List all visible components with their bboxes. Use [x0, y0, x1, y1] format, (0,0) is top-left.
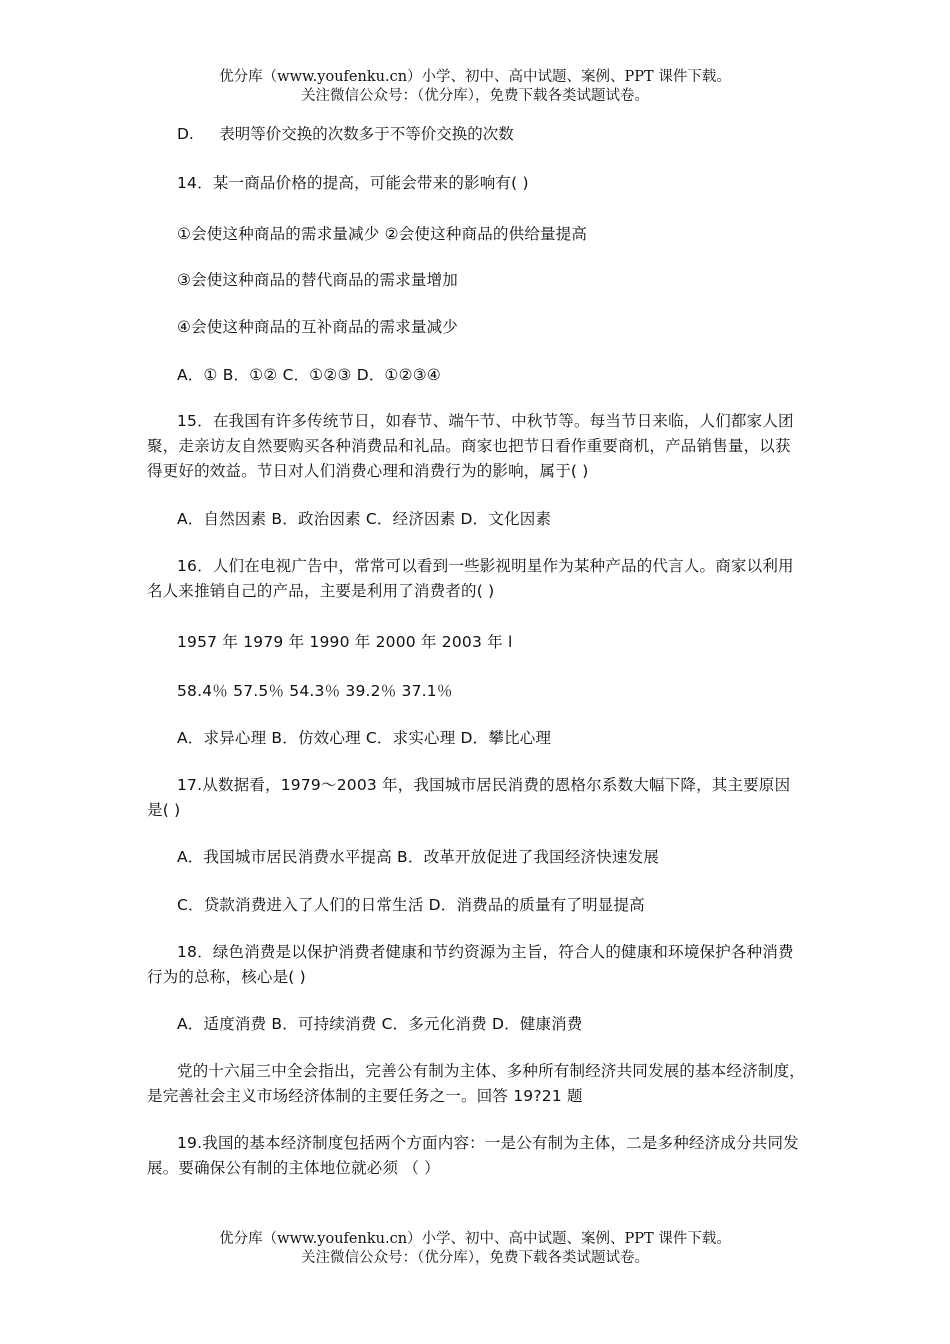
engel-table-years: 1957 年 1979 年 1990 年 2000 年 2003 年 l — [177, 633, 513, 651]
q18-options: A．适度消费 B．可持续消费 C．多元化消费 D．健康消费 — [177, 1015, 583, 1033]
q16-stem: 16．人们在电视广告中，常常可以看到一些影视明星作为某种产品的代言人。商家以利用名人来推销自己的产品，主要是利用了消费者的( ) — [147, 557, 794, 600]
q17-options-cd: C．贷款消费进入了人们的日常生活 D．消费品的质量有了明显提高 — [177, 896, 645, 914]
page-footer — [0, 1230, 950, 1268]
q19-stem: 19.我国的基本经济制度包括两个方面内容：一是公有制为主体，二是多种经济成分共同发展。要确保公有制的主体地位就必须 （ ） — [147, 1134, 799, 1177]
q14-item-2: ③会使这种商品的替代商品的需求量增加 — [177, 271, 458, 289]
q17-options-ab: A．我国城市居民消费水平提高 B．改革开放促进了我国经济快速发展 — [177, 848, 660, 866]
intro-19-21: 党的十六届三中全会指出，完善公有制为主体、多种所有制经济共同发展的基本经济制度，是完善社会主义市场经济体制的主要任务之一。回答 19?21 题 — [147, 1062, 806, 1105]
q14-options: A．① B．①② C．①②③ D．①②③④ — [177, 366, 441, 384]
page-header — [0, 68, 950, 106]
q17-stem: 17.从数据看，1979～2003 年，我国城市居民消费的恩格尔系数大幅下降，其主要原因是( ) — [147, 776, 791, 819]
q14-stem: 14．某一商品价格的提高，可能会带来的影响有( ) — [177, 174, 529, 192]
engel-table-values: 58.4％ 57.5％ 54.3％ 39.2％ 37.1％ — [177, 682, 453, 700]
q13-option-d: D. 表明等价交换的次数多于不等价交换的次数 — [177, 125, 514, 143]
footer-line-2: 关注微信公众号：（优分库），免费下载各类试题试卷。 — [301, 1250, 649, 1266]
footer-line-1: 优分库（www.youfenku.cn）小学、初中、高中试题、案例、PPT 课件下载。 — [219, 1231, 731, 1247]
header-line-2: 关注微信公众号：（优分库），免费下载各类试题试卷。 — [301, 88, 649, 104]
q15-stem: 15．在我国有许多传统节日，如春节、端午节、中秋节等。每当节日来临，人们都家人团聚，走亲访友自然要购买各种消费品和礼品。商家也把节日看作重要商机，产品销售量，以获得更好的效益。节日对人们消费心理和消费行为的影响，属于( ) — [147, 412, 794, 480]
q14-item-1: ①会使这种商品的需求量减少 ②会使这种商品的供给量提高 — [177, 225, 588, 243]
header-line-1: 优分库（www.youfenku.cn）小学、初中、高中试题、案例、PPT 课件下载。 — [219, 69, 731, 85]
q15-options: A．自然因素 B．政治因素 C．经济因素 D．文化因素 — [177, 510, 552, 528]
q18-stem: 18．绿色消费是以保护消费者健康和节约资源为主旨，符合人的健康和环境保护各种消费行为的总称，核心是( ) — [147, 943, 794, 986]
q14-item-3: ④会使这种商品的互补商品的需求量减少 — [177, 318, 458, 336]
q16-options: A．求异心理 B．仿效心理 C．求实心理 D．攀比心理 — [177, 729, 552, 747]
